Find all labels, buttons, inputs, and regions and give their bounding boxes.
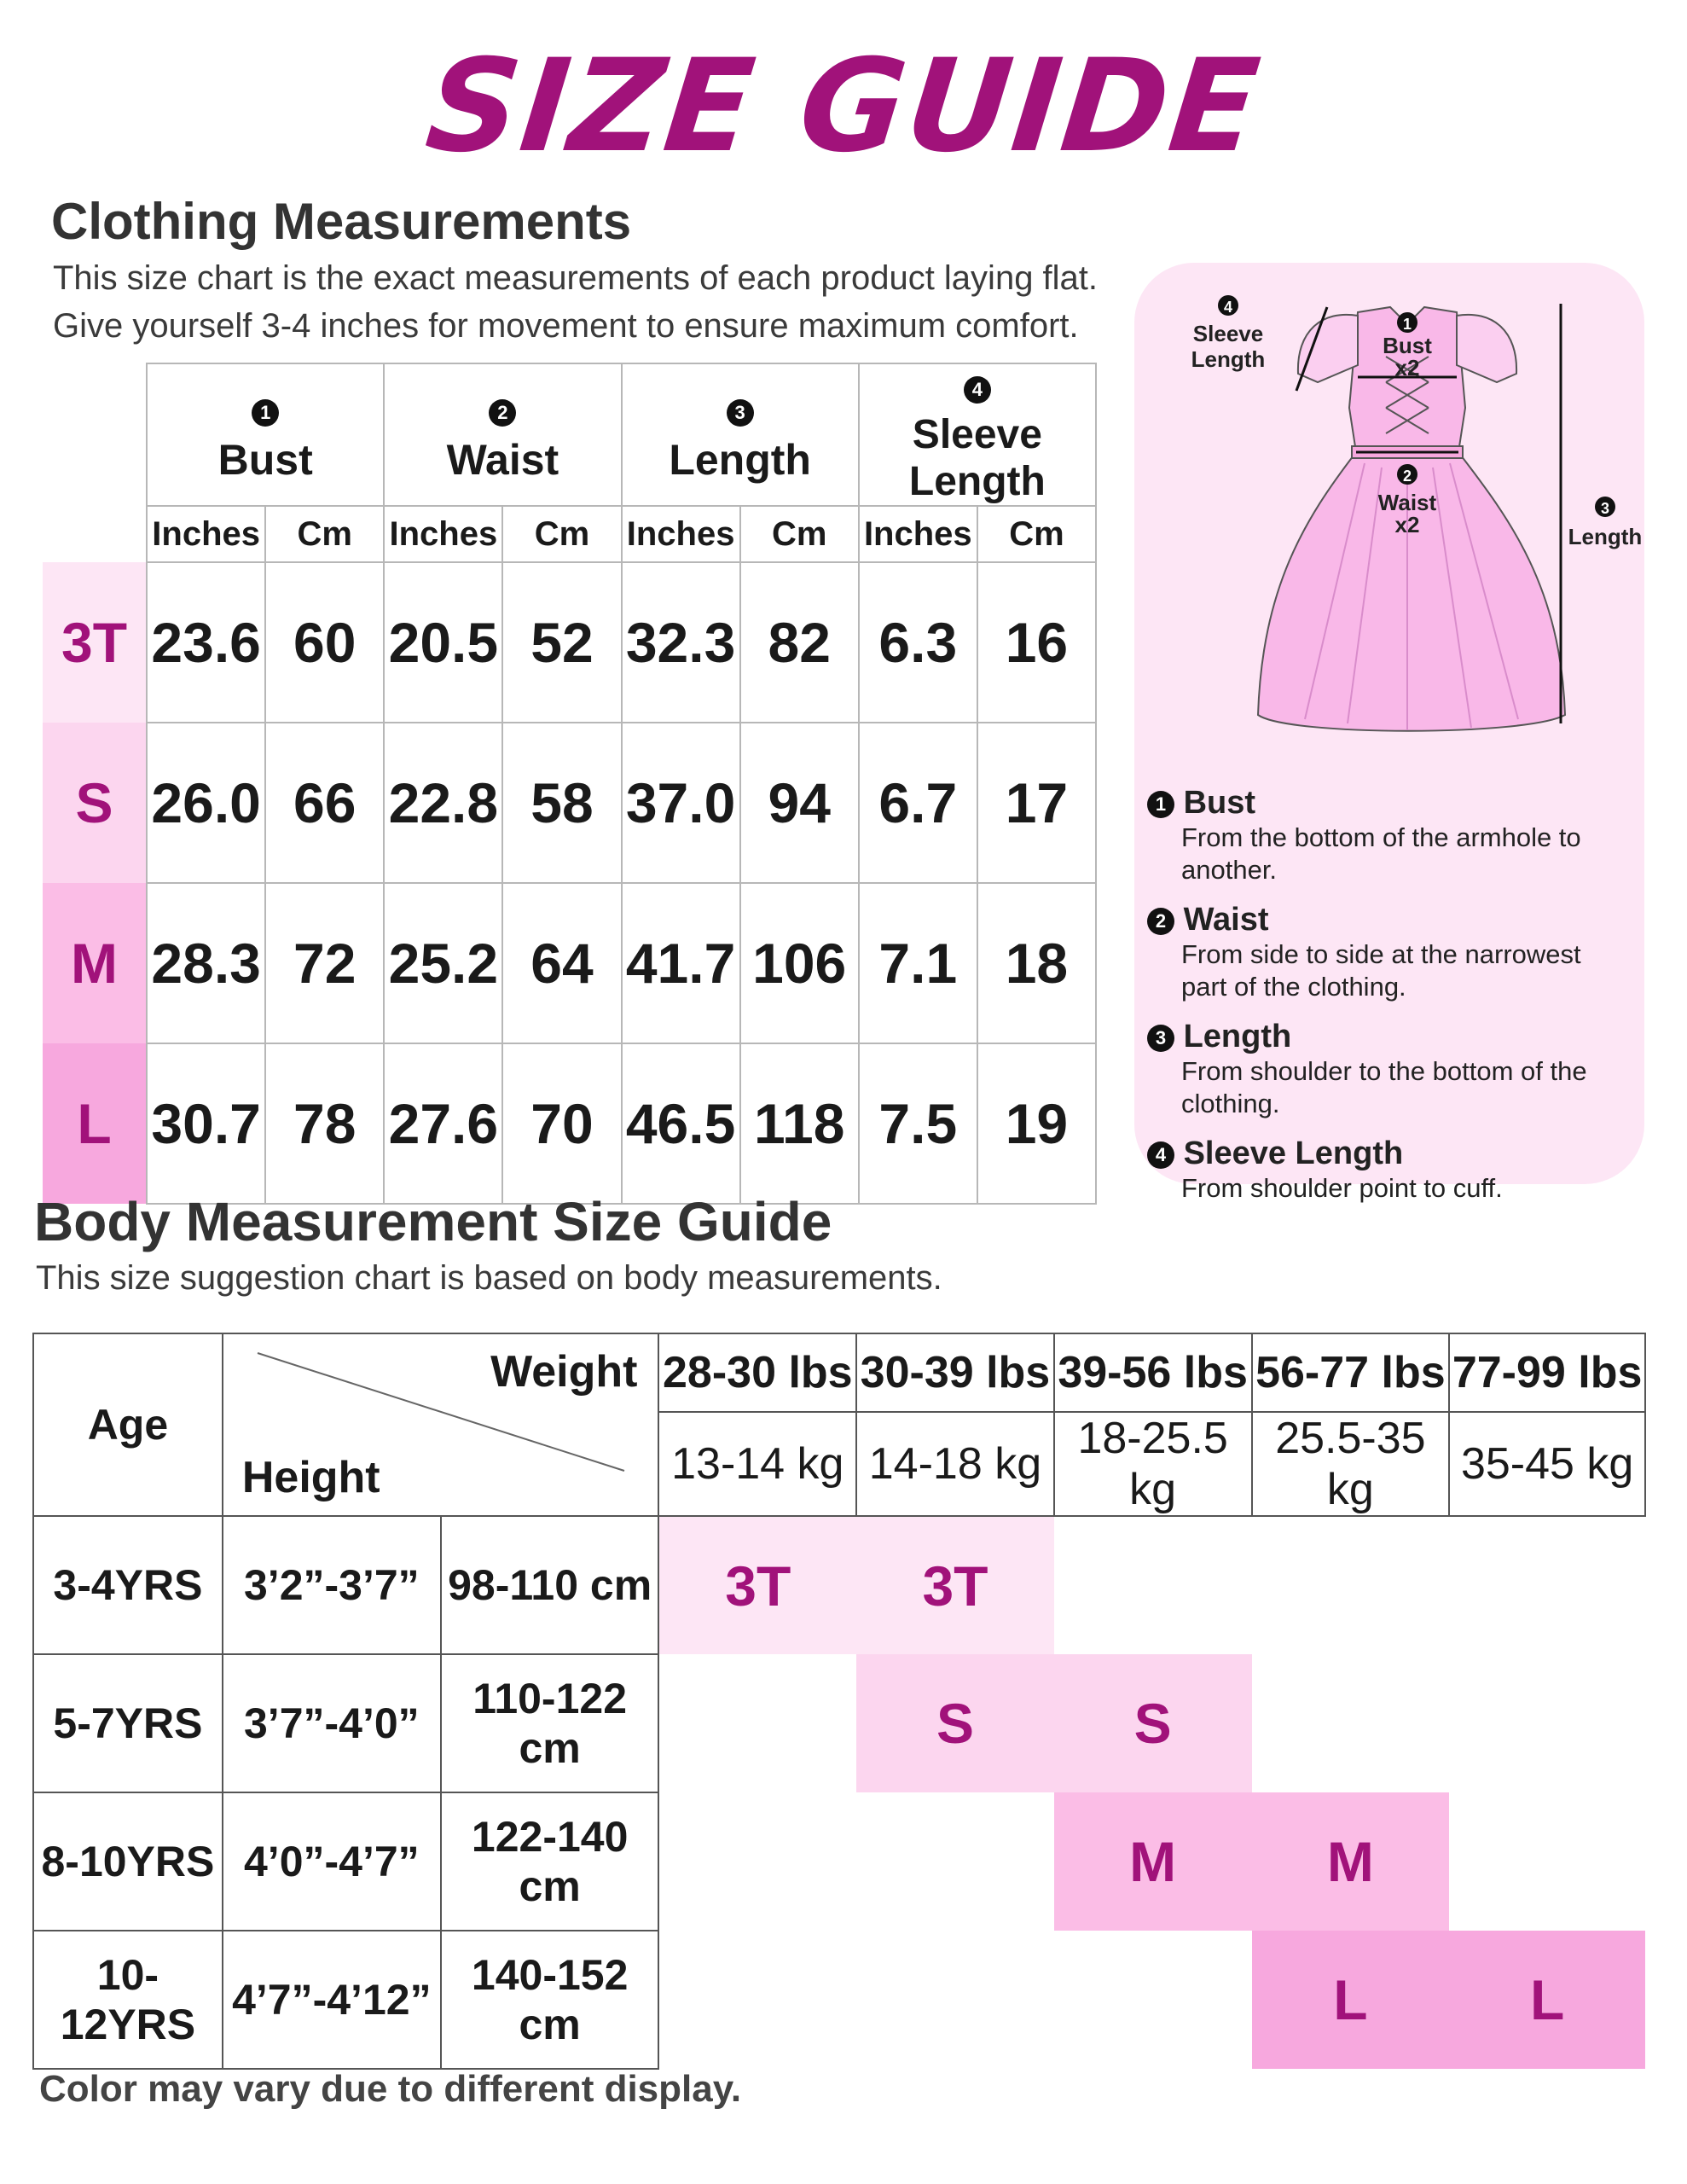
weight-lbs: 39-56 lbs [1054,1333,1252,1412]
number-3-icon: 3 [1147,1025,1174,1052]
empty-cell [658,1792,856,1931]
clothing-desc [53,254,1098,350]
size-label-3t: 3T [43,562,147,723]
height-ft-cell: 3’2”-3’7” [223,1516,441,1654]
weight-kg: 13-14 kg [658,1412,856,1516]
table-cell: 7.1 [859,883,977,1043]
weight-lbs: 30-39 lbs [856,1333,1054,1412]
empty-cell [1449,1792,1645,1931]
badge-3-text: 3 [1600,500,1610,517]
height-ft-cell: 4’7”-4’12” [223,1931,441,2069]
table-cell: 118 [740,1043,859,1204]
table-cell: 19 [977,1043,1096,1204]
empty-cell [1252,1654,1450,1792]
table-cell: 60 [265,562,384,723]
col-label-waist: Waist [446,435,559,484]
col-label-length: Length [669,435,811,484]
legend-item [1147,902,1633,1003]
table-cell: 32.3 [622,562,740,723]
table-cell: 17 [977,723,1096,883]
weight-lbs: 28-30 lbs [658,1333,856,1412]
legend-desc: From the bottom of the armhole to another. [1181,822,1581,885]
empty-cell [1449,1516,1645,1654]
badge-4-text: 4 [1223,299,1233,316]
table-cell: 28.3 [147,883,265,1043]
number-4-icon: 4 [964,376,991,404]
unit-inches: Inches [384,506,502,562]
waist-label: Waist [1377,490,1437,515]
legend-desc: From side to side at the narrowest part of the clothing. [1181,939,1581,1002]
clothing-desc-line2: Give yourself 3-4 inches for movement to ensure maximum comfort. [53,307,1079,345]
table-cell: 7.5 [859,1043,977,1204]
clothing-table [43,363,1097,1205]
length-label: Length [1568,524,1643,549]
unit-cm: Cm [740,506,859,562]
legend-desc: From shoulder point to cuff. [1181,1173,1503,1203]
bust-multiplier: x2 [1394,355,1420,380]
size-cell: S [1054,1654,1252,1792]
number-4-icon: 4 [1147,1141,1174,1169]
table-cell: 78 [265,1043,384,1204]
clothing-heading: Clothing Measurements [51,193,632,250]
table-cell: 18 [977,883,1096,1043]
table-row [43,883,1096,1043]
age-cell: 3-4YRS [33,1516,223,1654]
legend-item [1147,1019,1633,1120]
legend-title: Bust [1183,785,1256,821]
body-table [32,1333,1646,2070]
table-cell: 58 [502,723,621,883]
height-cm-cell: 98-110 cm [441,1516,659,1654]
legend-item [1147,1136,1633,1205]
col-header-length [622,363,859,506]
size-cell: 3T [856,1516,1054,1654]
empty-cell [658,1654,856,1792]
empty-cell [1252,1516,1450,1654]
age-cell: 10-12YRS [33,1931,223,2069]
number-2-icon: 2 [489,399,516,427]
unit-inches: Inches [147,506,265,562]
col-label-sleeve: Sleeve Length [908,412,1046,504]
table-cell: 52 [502,562,621,723]
height-cm-cell: 110-122 cm [441,1654,659,1792]
age-cell: 5-7YRS [33,1654,223,1792]
legend-title: Sleeve Length [1183,1136,1404,1171]
height-header: Height [241,1453,380,1502]
col-header-sleeve [859,363,1096,506]
unit-cm: Cm [502,506,621,562]
table-cell: 106 [740,883,859,1043]
weight-header: Weight [490,1347,638,1397]
empty-cell [658,1931,856,2069]
body-heading: Body Measurement Size Guide [34,1191,832,1252]
left-sleeve [1298,315,1358,382]
unit-inches: Inches [622,506,740,562]
footer-note: Color may vary due to different display. [39,2068,742,2110]
weight-kg: 18-25.5 kg [1054,1412,1252,1516]
page-title: SIZE GUIDE [420,32,1267,181]
table-cell: 22.8 [384,723,502,883]
table-cell: 66 [265,723,384,883]
size-label-l: L [43,1043,147,1204]
col-label-bust: Bust [217,435,313,484]
height-ft-cell: 4’0”-4’7” [223,1792,441,1931]
legend-item [1147,785,1633,886]
height-cm-cell: 122-140 cm [441,1792,659,1931]
table-cell: 37.0 [622,723,740,883]
waist-multiplier: x2 [1394,512,1420,537]
right-sleeve [1457,315,1516,382]
table-row [43,723,1096,883]
size-cell: 3T [658,1516,856,1654]
table-cell: 82 [740,562,859,723]
col-header-bust [147,363,384,506]
unit-cm: Cm [265,506,384,562]
unit-inches: Inches [859,506,977,562]
table-cell: 70 [502,1043,621,1204]
age-header: Age [33,1333,223,1516]
table-cell: 6.3 [859,562,977,723]
sleeve-label: Sleeve [1192,321,1264,346]
number-3-icon: 3 [727,399,754,427]
badge-1-text: 1 [1402,316,1412,333]
legend-title: Length [1183,1019,1292,1054]
corner-cell [43,363,147,506]
height-ft-cell: 3’7”-4’0” [223,1654,441,1792]
table-cell: 94 [740,723,859,883]
weight-lbs: 56-77 lbs [1252,1333,1450,1412]
body-desc: This size suggestion chart is based on body measurements. [36,1259,942,1297]
number-1-icon: 1 [252,399,279,427]
empty-cell [856,1931,1054,2069]
unit-cm: Cm [977,506,1096,562]
table-row [43,562,1096,723]
size-label-m: M [43,883,147,1043]
empty-cell [1054,1516,1252,1654]
clothing-desc-line1: This size chart is the exact measurements of each product laying flat. [53,259,1099,297]
table-row [33,1931,1645,2069]
size-cell: L [1449,1931,1645,2069]
weight-kg: 25.5-35 kg [1252,1412,1450,1516]
table-row [33,1516,1645,1654]
weight-lbs: 77-99 lbs [1449,1333,1645,1412]
table-cell: 23.6 [147,562,265,723]
measurement-legend [1147,785,1633,1205]
table-cell: 20.5 [384,562,502,723]
legend-title: Waist [1183,902,1269,938]
height-cm-cell: 140-152 cm [441,1931,659,2069]
col-header-waist [384,363,621,506]
size-cell: S [856,1654,1054,1792]
table-cell: 30.7 [147,1043,265,1204]
table-row [43,1043,1096,1204]
dress-diagram [1134,263,1644,775]
table-cell: 25.2 [384,883,502,1043]
weight-kg: 14-18 kg [856,1412,1054,1516]
table-cell: 26.0 [147,723,265,883]
table-cell: 6.7 [859,723,977,883]
empty-cell [1054,1931,1252,2069]
badge-2-text: 2 [1402,468,1412,485]
weight-kg: 35-45 kg [1449,1412,1645,1516]
number-1-icon: 1 [1147,791,1174,818]
table-row [33,1792,1645,1931]
number-2-icon: 2 [1147,908,1174,935]
sleeve-label-2: Length [1191,346,1266,372]
table-cell: 41.7 [622,883,740,1043]
table-cell: 16 [977,562,1096,723]
corner-cell [43,506,147,562]
table-cell: 46.5 [622,1043,740,1204]
table-row [33,1654,1645,1792]
table-cell: 72 [265,883,384,1043]
empty-cell [1449,1654,1645,1792]
empty-cell [856,1792,1054,1931]
size-cell: M [1252,1792,1450,1931]
size-cell: M [1054,1792,1252,1931]
table-cell: 64 [502,883,621,1043]
bust-label: Bust [1383,333,1432,358]
height-weight-header [223,1333,659,1516]
legend-desc: From shoulder to the bottom of the clothing. [1181,1056,1587,1118]
size-label-s: S [43,723,147,883]
table-cell: 27.6 [384,1043,502,1204]
age-cell: 8-10YRS [33,1792,223,1931]
size-cell: L [1252,1931,1450,2069]
